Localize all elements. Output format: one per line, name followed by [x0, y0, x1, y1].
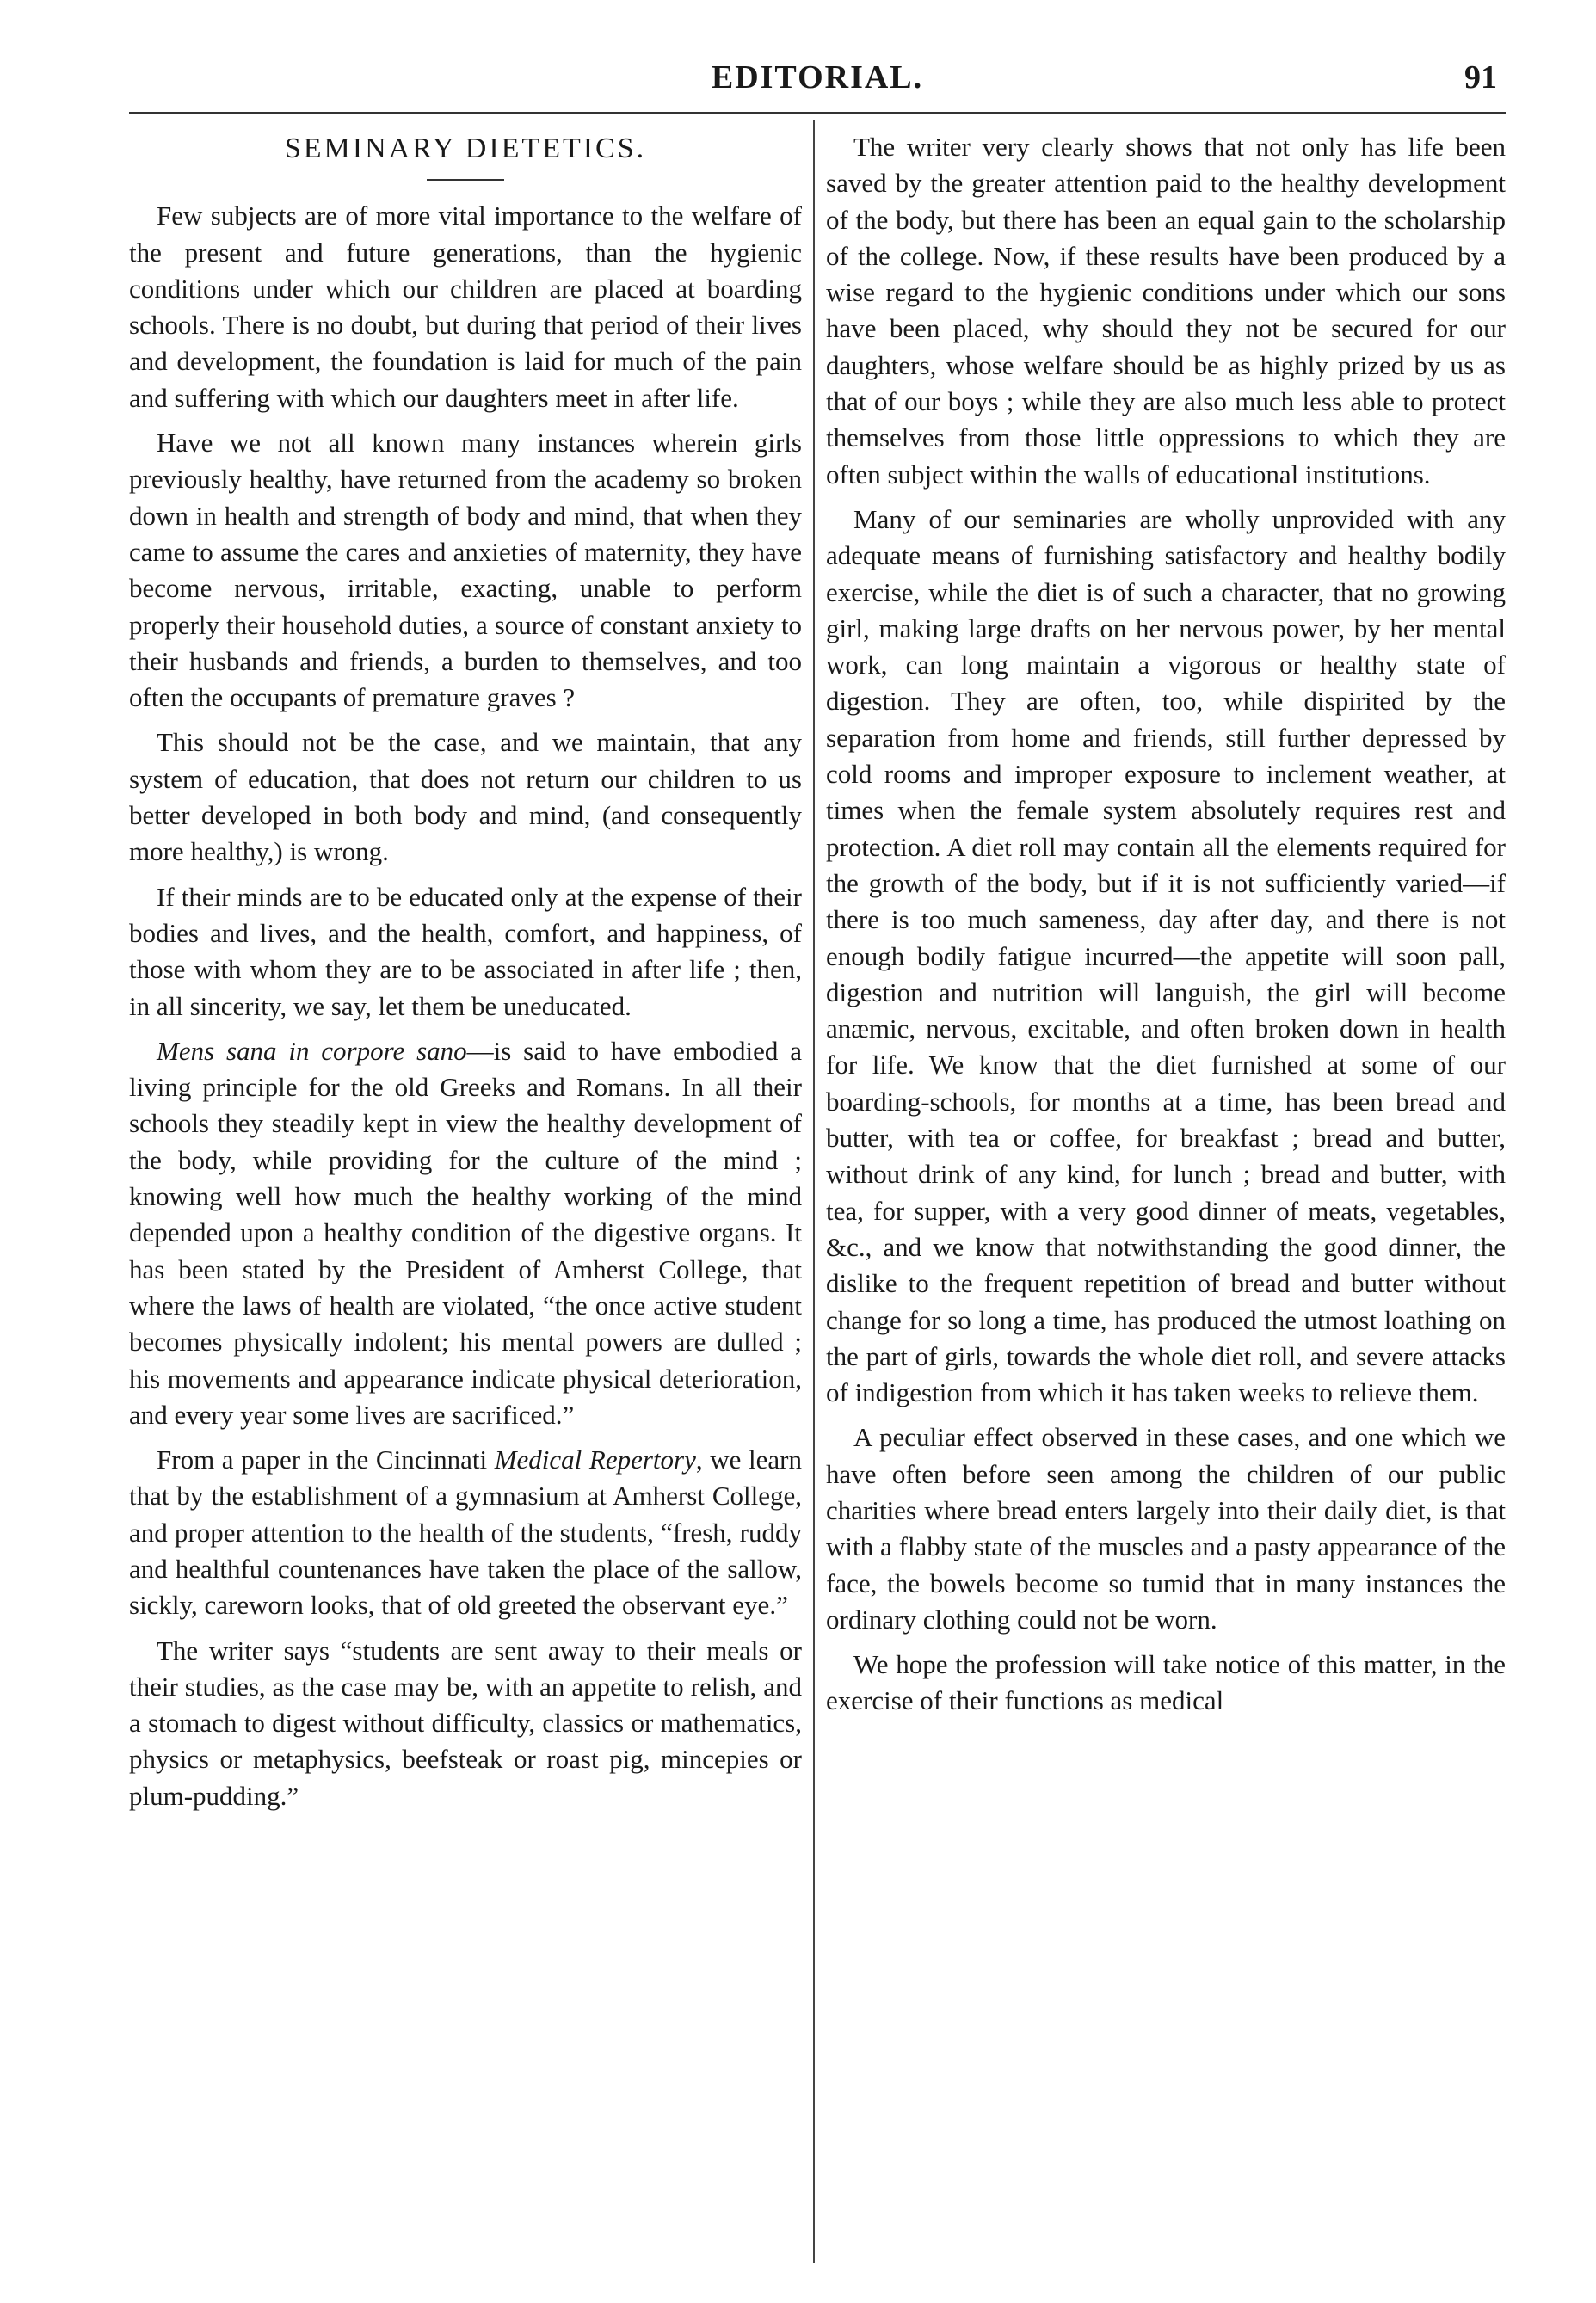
header-rule [129, 112, 1506, 114]
paragraph: The writer very clearly shows that not only has life been saved by the greater attention paid to the healthy development of the body, but there has been an equal gain to the scholarship of the college. Now, if these results have been produced by a wise regard to the hygienic conditions under which our sons have been placed, why should they not be secured for our daughters, whose welfare should be as highly prized by us as that of our boys ; while they are also much less able to protect themselves from those little oppressions to which they are often subject within the walls of educational institutions. [826, 132, 1506, 490]
title-rule [427, 179, 504, 181]
paragraph: The writer says “students are sent away to their meals or their studies, as the case may be, with an appetite to relish, and a stomach to digest without difficulty, classics or mathematics, physics or metaphysics, beefsteak or roast pig, mincepies or plum-pudding.” [129, 1635, 802, 1811]
paragraph: Few subjects are of more vital importance to the welfare of the present and future generations, than the hygienic conditions under which our children are placed at boarding schools. There is no doubt, but during that period of their lives and development, the foundation is laid for much of the pain and suffering with which our daughters meet in after life. [129, 200, 802, 413]
latin-phrase: Mens sana in corpore sano [157, 1035, 467, 1066]
page-number: 91 [1464, 59, 1497, 95]
paragraph-text: —is said to have embodied a living principle for the old Greeks and Romans. In all their schools they steadily kept in view the healthy development of the body, while providing for the culture of the mind ; knowing well how much the healthy working of the mind depended upon a healthy condition of the digestive organs. It has been stated by the President of Amherst College, that where the laws of health are violated, “the once active student becomes physically indolent; his mental powers are dulled ; his movements and appearance indicate physical deterioration, and every year some lives are sacrificed.” [129, 1035, 802, 1430]
paragraph: A peculiar effect observed in these cases, and one which we have often before seen among the children of our public charities where bread enters largely into their daily diet, is that with a flabby state of the muscles and a pasty appearance of the face, the bowels become so tumid that in many instances the ordinary clothing could not be worn. [826, 1422, 1506, 1635]
paragraph: We hope the profession will take notice of this matter, in the exercise of their functions as medical [826, 1649, 1506, 1716]
page-header [129, 52, 1506, 112]
journal-title: Medical Repertory [494, 1444, 696, 1475]
paragraph: Many of our seminaries are wholly unprovided with any adequate means of furnishing satisfactory and healthy bodily exercise, while the diet is of such a character, that no growing girl, making large drafts on her nervous power, by her mental work, can long maintain a vigorous or healthy state of digestion. They are often, too, while dispirited by the separation from home and friends, still further depressed by cold rooms and improper exposure to inclement weather, at times when the female system absolutely requires rest and protection. A diet roll may contain all the elements required for the growth of the body, but if it is not sufficiently varied—if there is too much sameness, day after day, and there is not enough bodily fatigue incurred—the appetite will soon pall, digestion and nutrition will languish, the girl will become anæmic, nervous, excitable, and often broken down in health for life. We know that the diet furnished at some of our boarding-schools, for months at a time, has been bread and butter, with tea or coffee, for breakfast ; bread and butter, without drink of any kind, for lunch ; bread and butter, with tea, for supper, with a very good dinner of meats, vegetables, &c., and we know that notwithstanding the good dinner, the dislike to the frequent repetition of bread and butter without change for so long a time, has produced the utmost loathing on the part of girls, towards the whole diet roll, and severe attacks of indigestion from which it has taken weeks to relieve them. [826, 503, 1506, 1408]
paragraph: Have we not all known many instances wherein girls previously healthy, have returned from the academy so broken down in health and strength of body and mind, that when they came to assume the cares and anxieties of maternity, they have become nervous, irritable, exacting, unable to perform properly their household duties, a source of constant anxiety to their husbands and friends, a burden to themselves, and too often the occupants of premature graves ? [129, 428, 802, 713]
right-column [826, 129, 1506, 2254]
paragraph [129, 1442, 802, 1623]
left-column [129, 129, 802, 2254]
paragraph: If their minds are to be educated only at the expense of their bodies and lives, and the health, comfort, and happiness, of those with whom they are to be associated in after life ; then, in all sincerity, we say, let them be uneducated. [129, 881, 802, 1021]
paragraph: This should not be the case, and we maintain, that any system of education, that does not return our children to us better developed in both body and mind, (and consequently more healthy,) is wrong. [129, 727, 802, 867]
running-head: EDITORIAL. [711, 59, 924, 95]
paragraph [129, 1033, 802, 1433]
column-divider [813, 120, 815, 2263]
paragraph-text: , we learn that by the establishment of a gymnasium at Amherst College, and proper attention to the health of the students, “fresh, ruddy and healthful countenances have taken the place of the sallow, sickly, careworn looks, that of old greeted the observant eye.” [129, 1444, 802, 1621]
article-title: SEMINARY DIETETICS. [284, 132, 647, 164]
paragraph-text: From a paper in the Cincinnati [157, 1444, 495, 1475]
